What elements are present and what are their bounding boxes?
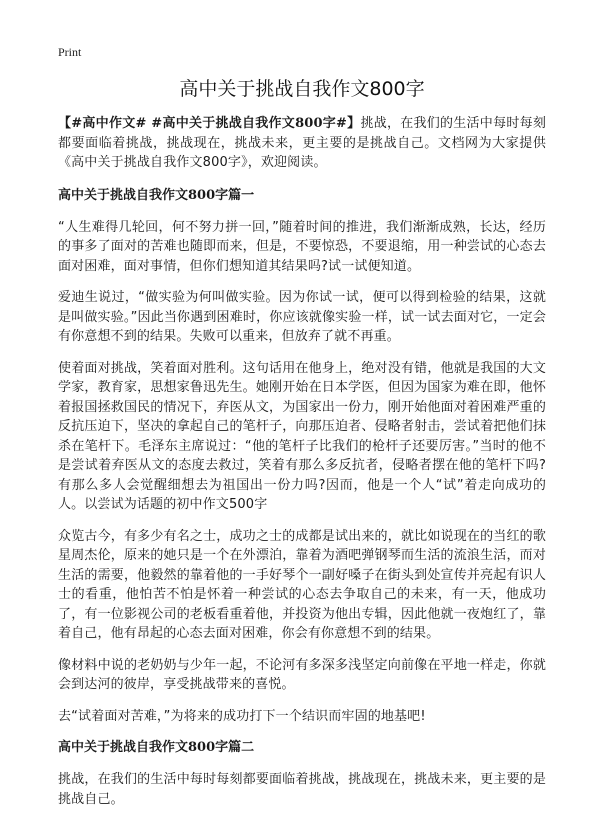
paragraph: 去“试着面对苦难，”为将来的成功打下一个结识而牢固的地基吧! xyxy=(58,708,426,724)
paragraph: “人生难得几轮回，何不努力拼一回，”随着时间的推进，我们渐渐成熟，长达，经历的事多了面对的苦难也随即而来，但是，不要惊恐，不要退缩，用一种尝试的心态去面对困难，面对事情，但你们想知道其结果吗?试一试便知道。 xyxy=(58,219,546,274)
intro-tags: 【#高中作文# #高中关于挑战自我作文800字#】 xyxy=(58,116,361,131)
paragraph: 挑战，在我们的生活中每时每刻都要面临着挑战，挑战现在，挑战未来，更主要的是挑战自己。 xyxy=(58,772,546,807)
section-2-heading: 高中关于挑战自我作文800字篇二 xyxy=(58,740,255,755)
intro-text: 挑战，在我们的生活中每时每刻都要面临着挑战，挑战现在，挑战未来，更主要的是挑战自己。文档网为大家提供《高中关于挑战自我作文800字》，欢迎阅读。 xyxy=(58,116,547,170)
paragraph: 使着面对挑战，笑着面对胜利。这句话用在他身上，绝对没有错，他就是我国的大文学家，教育家，思想家鲁迅先生。她刚开始在日本学医，但因为国家为难在即，他怀着报国拯救国民的情况下，弃医从文，为国家出一份力，刚开始他面对着困难严重的反抗压迫下，坚决的拿起自己的笔杆子，向那压迫者、侵略者射击，尝试着把他们抹杀在笔杆下。毛泽东主席说过：“他的笔杆子比我们的枪杆子还要厉害。”当时的他不是尝试着弃医从文的态度去救过，笑着有那么多反抗者，侵略者摆在他的笔杆下吗?有那么多人会觉醒细想去为祖国出一份力吗?因而，他是一个人“试”着走向成功的人。以尝试为话题的初中作文500字 xyxy=(58,360,546,512)
paragraph: 众览古今，有多少有名之士，成功之士的成都是试出来的，就比如说现在的当红的歌星周杰伦，原来的她只是一个在外漂泊，靠着为酒吧弹钢琴而生活的流浪生活，而对生活的需要，他毅然的靠着他的一手好琴个一副好嗓子在街头到处宣传并亮起有识人士的看重，他怕苦不怕是怀着一种尝试的心态去争取自己的未来，有一天，他成功了，有一位影视公司的老板看重着他，并投资为他出专辑，因此他就一夜炮红了，靠着自己，他有昂起的心态去面对困难，你会有你意想不到的结果。 xyxy=(58,528,546,641)
document-body xyxy=(58,77,546,821)
paragraph: 爱迪生说过，“做实验为何叫做实验。因为你试一试，便可以得到检验的结果，这就是叫做实验。”因此当你遇到困难时，你应该就像实验一样，试一试去面对它，一定会有你意想不到的结果。失败可以重来，但放弃了就不再重。 xyxy=(58,290,546,344)
print-label: Print xyxy=(58,45,82,59)
paragraph: 像材料中说的老奶奶与少年一起，不论河有多深多浅坚定向前像在平地一样走，你就会到达河的彼岸，享受挑战带来的喜悦。 xyxy=(58,657,546,692)
intro-paragraph xyxy=(58,114,546,173)
document-title: 高中关于挑战自我作文800字 xyxy=(179,78,425,100)
section-1-heading: 高中关于挑战自我作文800字篇一 xyxy=(58,187,255,203)
